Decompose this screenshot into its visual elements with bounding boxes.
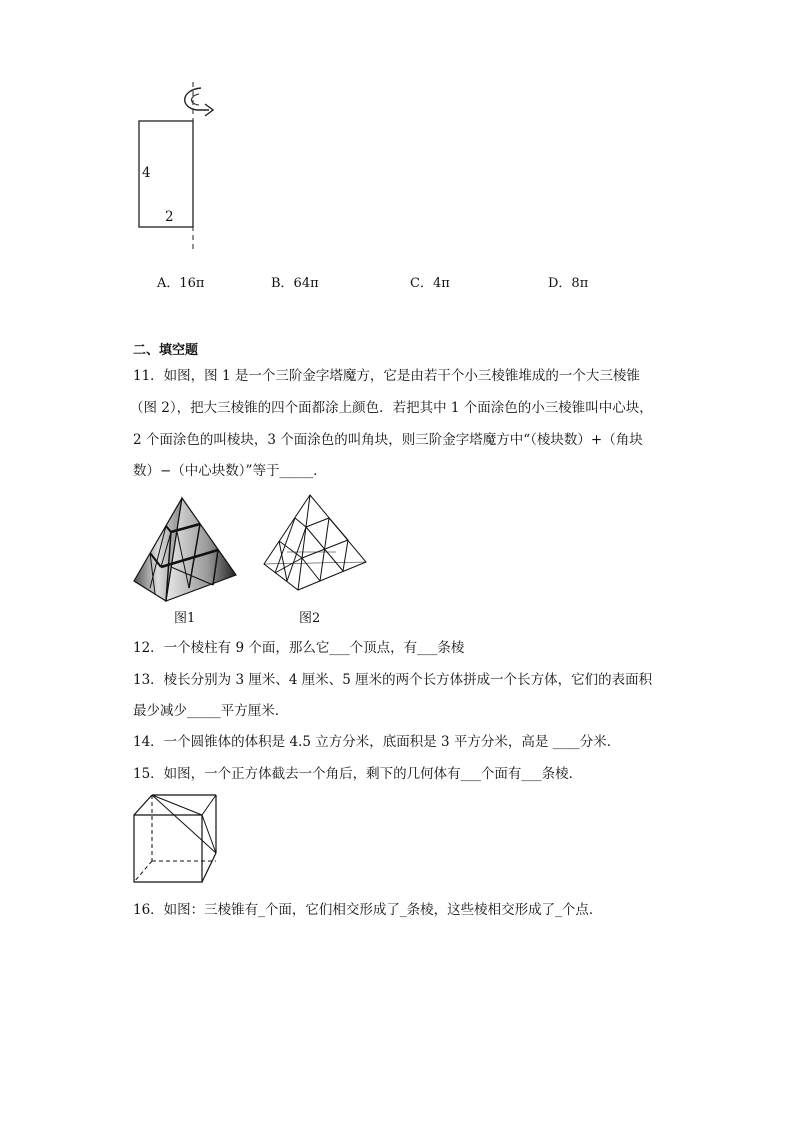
q16-text: 16．如图：三棱锥有_个面，它们相交形成了_条棱，这些棱相交形成了_个点． [133,902,603,918]
option-a: A．16π [157,276,205,291]
option-b: B．64π [271,276,319,291]
q11-line2: （图 2），把大三棱锥的四个面都涂上颜色．若把其中 1 个面涂色的小三棱锥叫中心块， [130,400,653,416]
q11-line1: 11．如图，图 1 是一个三阶金字塔魔方，它是由若干个小三棱锥堆成的一个大三棱锥 [133,368,640,384]
rotation-arrow-icon [185,88,209,110]
rect-bottom-label: 2 [165,209,174,225]
section-title: 二、填空题 [133,343,199,358]
fig2-caption: 图2 [299,611,321,626]
truncated-cube-figure [132,793,222,883]
option-c: C．4π [410,276,450,291]
q15-text: 15．如图，一个正方体截去一个角后，剩下的几何体有___个面有___条棱． [133,766,583,782]
q13-line2: 最少减少_____平方厘米． [133,703,289,719]
option-d: D．8π [548,276,589,291]
q14-text: 14．一个圆锥体的体积是 4.5 立方分米，底面积是 3 平方分米，高是 ____分米． [133,734,621,750]
fig1-caption: 图1 [174,611,196,626]
pyramid-figure-2 [262,492,372,592]
q11-line3: 2 个面涂色的叫棱块，3 个面涂色的叫角块，则三阶金字塔魔方中“（棱块数）+（角块 [133,432,643,448]
q12-text: 12．一个棱柱有 9 个面，那么它___个顶点，有___条棱 [133,640,465,656]
rect-side-label: 4 [142,165,151,181]
q13-line1: 13．棱长分别为 3 厘米、4 厘米、5 厘米的两个长方体拼成一个长方体，它们的表面积 [133,672,653,688]
pyramid-figure-1 [132,493,242,603]
q11-line4: 数）−（中心块数）”等于_____． [133,463,327,479]
